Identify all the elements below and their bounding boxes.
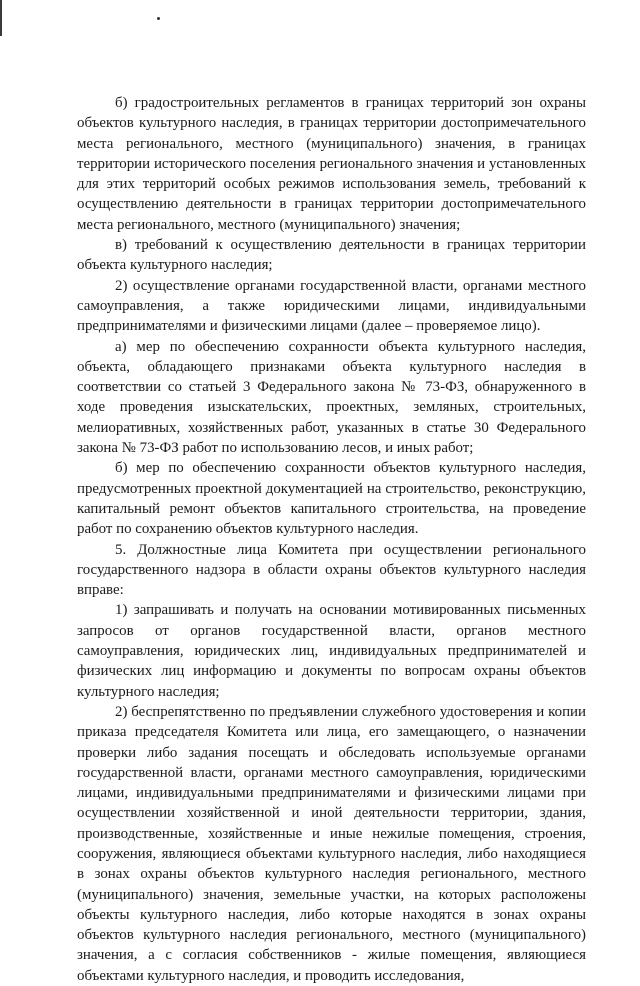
paragraph-a-measures: а) мер по обеспечению сохранности объекта культурного наследия, объекта, обладающего признаками объекта культурного наследия в соответствии со статьей 3 Федерального закона № 73-ФЗ, обнаруженного в ходе проведения изыскательских, проектных, земляных, строительных, мелиоративных, хозяйственных работ, указанных в статье 30 Федерального закона № 73-ФЗ работ по использованию лесов, и иных работ;	[77, 338, 586, 457]
scan-dot-mark	[157, 17, 160, 20]
document-body	[77, 93, 586, 986]
paragraph-v-requirements: в) требований к осуществлению деятельности в границах территории объекта культурного наследия;	[77, 237, 586, 274]
paragraph-2-implementation: 2) осуществление органами государственной власти, органами местного самоуправления, а также юридическими лицами, индивидуальными предпринимателями и физическими лицами (далее – проверяемое лицо).	[77, 277, 586, 335]
scan-edge-mark	[0, 0, 2, 36]
paragraph-1-request-info: 1) запрашивать и получать на основании мотивированных письменных запросов от органов государственной власти, органов местного самоуправления, юридических лиц, индивидуальных предпринимателей и физических лиц информацию и документы по вопросам охраны объектов культурного наследия;	[77, 602, 586, 700]
paragraph-b-measures: б) мер по обеспечению сохранности объектов культурного наследия, предусмотренных проектной документацией на строительство, реконструкцию, капитальный ремонт объектов капитального строительства, на проведение работ по сохранению объектов культурного наследия.	[77, 460, 586, 538]
paragraph-2-inspection: 2) беспрепятственно по предъявлении служебного удостоверения и копии приказа председателя Комитета или лица, его замещающего, о назначении проверки либо задания посещать и обследовать используемые органами государственной власти, органами местного самоуправления, юридическими лицами, индивидуальными предпринимателями и физическими лицами при осуществлении хозяйственной и иной деятельности территории, здания, производственные, хозяйственные и иные нежилые помещения, строения, сооружения, являющиеся объектами культурного наследия, либо находящиеся в зонах охраны объектов культурного наследия регионального, местного (муниципального) значения, земельные участки, на которых расположены объекты культурного наследия, либо которые находятся в зонах охраны объектов культурного наследия регионального, местного (муниципального) значения, а с согласия собственников - жилые помещения, являющиеся объектами культурного наследия, и проводить исследования,	[77, 703, 586, 984]
paragraph-b-regulations: б) градостроительных регламентов в границах территорий зон охраны объектов культурного наследия, в границах территории достопримечательного места регионального, местного (муниципального) значения, в границах территории исторического поселения регионального значения и установленных для этих территорий особых режимов использования земель, требований к осуществлению деятельности в границах территории достопримечательного места регионального, местного (муниципального) значения;	[77, 95, 586, 233]
paragraph-5-officials: 5. Должностные лица Комитета при осуществлении регионального государственного надзора в области охраны объектов культурного наследия вправе:	[77, 541, 586, 599]
